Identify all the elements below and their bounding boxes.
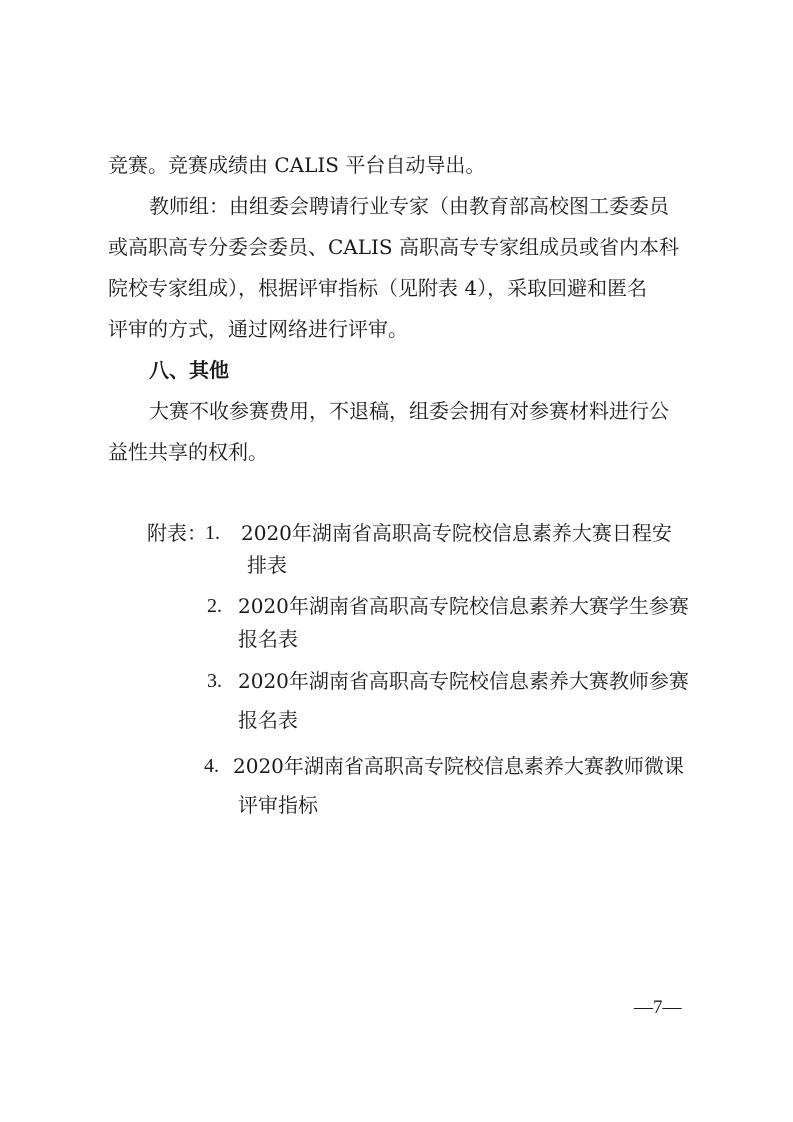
paragraph-line: 竞赛。竞赛成绩由 CALIS 平台自动导出。 [108, 153, 486, 177]
appendix-item-title-cont: 报名表 [238, 627, 298, 651]
appendix-item-title: 2020年湖南省高职高专院校信息素养大赛日程安 [241, 521, 672, 545]
appendix-label: 附表： [147, 521, 207, 545]
paragraph-line: 评审的方式，通过网络进行评审。 [108, 317, 408, 341]
section-heading: 八、其他 [149, 358, 229, 382]
appendix-item-number: 3. [207, 670, 222, 692]
appendix-item-title: 2020年湖南省高职高专院校信息素养大赛学生参赛 [238, 594, 689, 618]
appendix-item-title-cont: 排表 [247, 553, 287, 577]
appendix-item-title-cont: 评审指标 [238, 793, 318, 817]
paragraph-line: 大赛不收参赛费用，不退稿，组委会拥有对参赛材料进行公 [149, 399, 669, 423]
appendix-item-number: 4. [204, 755, 219, 777]
appendix-item-title: 2020年湖南省高职高专院校信息素养大赛教师微课 [233, 754, 684, 778]
appendix-item-title: 2020年湖南省高职高专院校信息素养大赛教师参赛 [238, 669, 689, 693]
paragraph-line: 教师组：由组委会聘请行业专家（由教育部高校图工委委员 [149, 194, 669, 218]
paragraph-line: 院校专家组成），根据评审指标（见附表 4），采取回避和匿名 [108, 276, 648, 300]
paragraph-line: 或高职高专分委会委员、CALIS 高职高专专家组成员或省内本科 [108, 235, 679, 259]
page-number: —7— [634, 997, 682, 1018]
paragraph-line: 益性共享的权利。 [108, 440, 268, 464]
appendix-item-number: 2. [207, 595, 222, 617]
appendix-item-title-cont: 报名表 [238, 708, 298, 732]
appendix-item-number: 1. [205, 522, 220, 544]
